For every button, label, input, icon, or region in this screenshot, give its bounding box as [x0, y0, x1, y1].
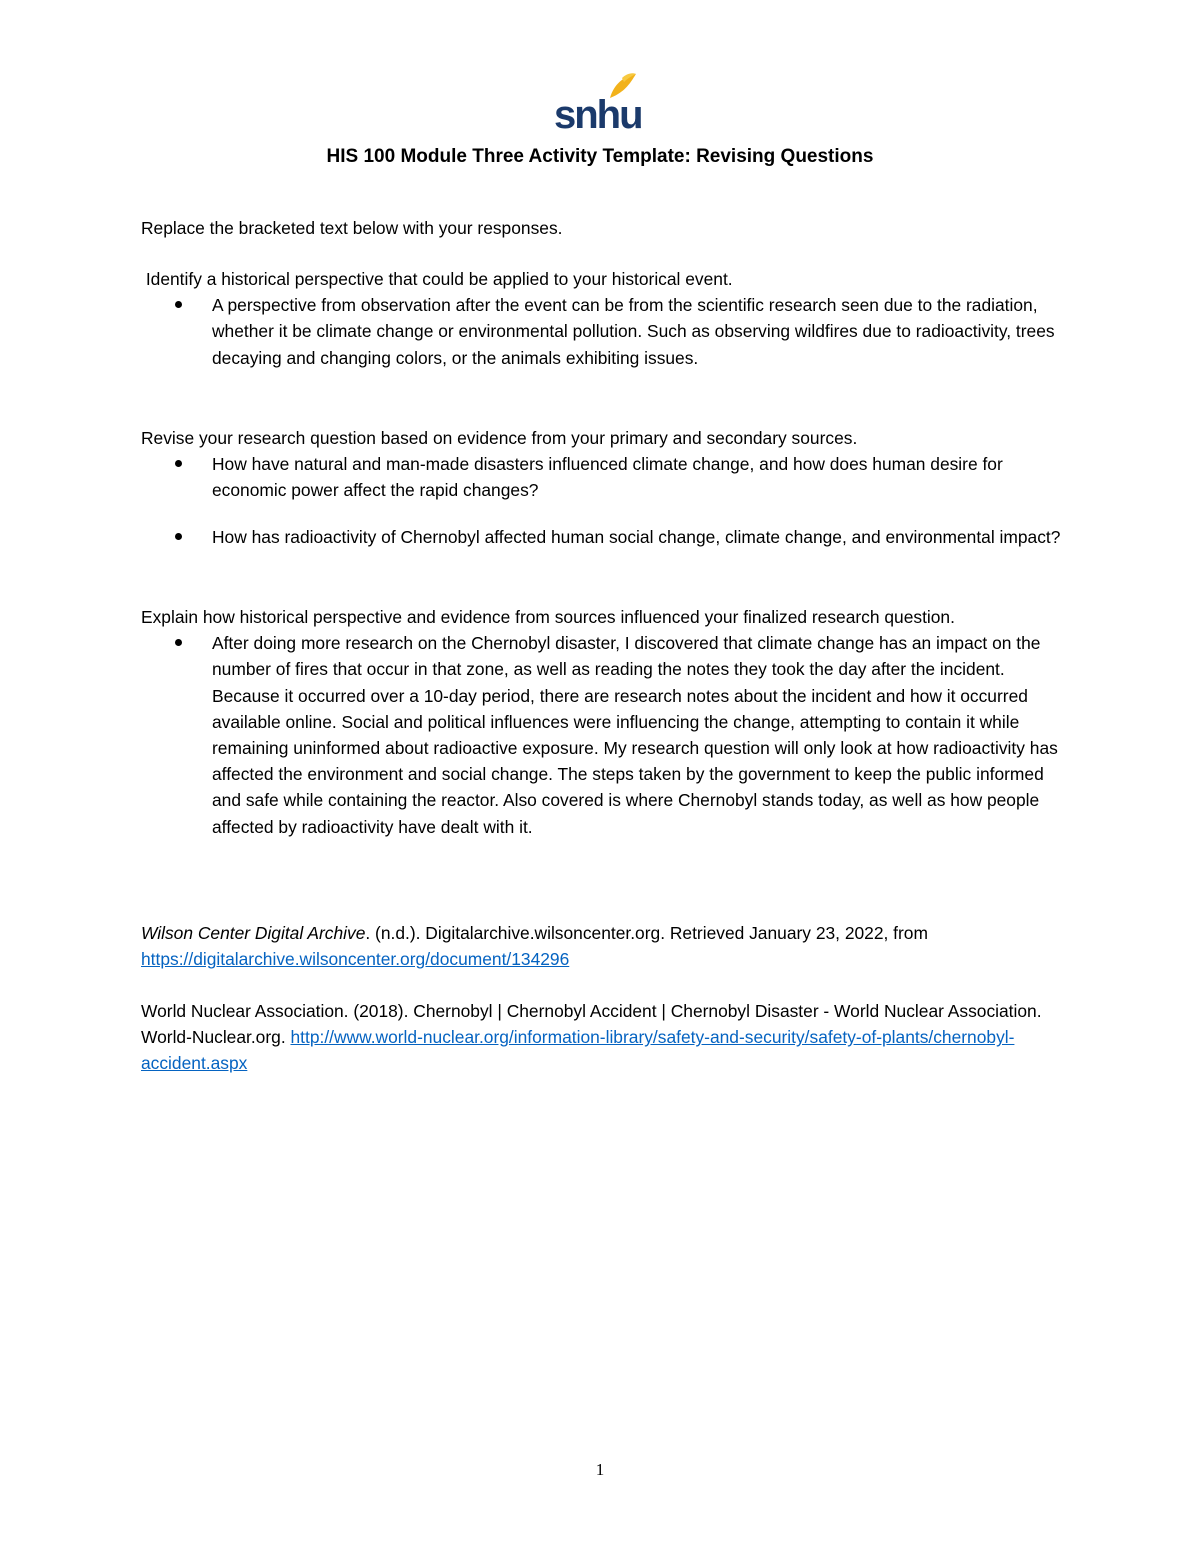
reference-1	[141, 920, 1071, 972]
reference-1-text	[141, 920, 1071, 972]
page-title: HIS 100 Module Three Activity Template: Revising Questions	[326, 146, 874, 167]
logo-text: snhu	[554, 93, 642, 134]
bullet-icon	[175, 460, 182, 467]
section-perspective-prompt: Identify a historical perspective that could be applied to your historical event.	[141, 269, 733, 289]
reference-1-link[interactable]: https://digitalarchive.wilsoncenter.org/document/134296	[141, 949, 570, 970]
section-research-question-prompt: Revise your research question based on evidence from your primary and secondary sources.	[141, 428, 858, 448]
list-item	[141, 630, 1071, 840]
section-perspective	[141, 266, 1071, 371]
section-explanation-prompt: Explain how historical perspective and evidence from sources influenced your finalized research question.	[141, 607, 955, 627]
snhu-logo	[552, 70, 642, 134]
bullet-icon	[175, 639, 182, 646]
bullet-icon	[175, 301, 182, 308]
list-item	[141, 292, 1071, 371]
reference-2	[141, 998, 1071, 1077]
reference-1-citation: . (n.d.). Digitalarchive.wilsoncenter.org. Retrieved January 23, 2022, from	[365, 923, 928, 943]
reference-2-citation: World Nuclear Association. (2018). Chernobyl | Chernobyl Accident | Chernobyl Disaster - World Nuclear Association. World-Nuclear.org.	[141, 1001, 1042, 1048]
section-research-question	[141, 425, 1071, 550]
list-item	[141, 451, 1071, 503]
snhu-logo-graphic	[552, 70, 642, 134]
section-perspective-list	[141, 292, 1071, 371]
reference-2-text	[141, 998, 1071, 1077]
list-item-text: A perspective from observation after the event can be from the scientific research seen due to the radiation, whether it be climate change or environmental pollution. Such as observing wildfires due to radioactivity, trees decaying and changing colors, or the animals exhibiting issues.	[212, 295, 1055, 368]
section-research-question-list	[141, 451, 1071, 550]
list-item-text: How has radioactivity of Chernobyl affected human social change, climate change, and environmental impact?	[212, 526, 1061, 547]
list-item-text: After doing more research on the Chernobyl disaster, I discovered that climate change has an impact on the number of fires that occur in that zone, as well as reading the notes they took the day after the incident. Because it occurred over a 10-day period, there are research notes about the incident and how it occurred available online. Social and political influences were influencing the change, attempting to contain it while remaining uninformed about radioactive exposure. My research question will only look at how radioactivity has affected the environment and social change. The steps taken by the government to keep the public informed and safe while containing the reactor. Also covered is where Chernobyl stands today, as well as how people affected by radioactivity have dealt with it.	[212, 633, 1058, 837]
list-item	[141, 524, 1071, 550]
section-explanation-list	[141, 630, 1071, 840]
page-number: 1	[595, 1460, 605, 1479]
section-explanation	[141, 604, 1071, 840]
list-item-text: How have natural and man-made disasters influenced climate change, and how does human desire for economic power affect the rapid changes?	[212, 454, 1003, 501]
instructions-text: Replace the bracketed text below with your responses.	[141, 218, 563, 238]
instructions-block	[141, 215, 1071, 241]
reference-2-link[interactable]: http://www.world-nuclear.org/information-library/safety-and-security/safety-of-plants/chernobyl-accident.aspx	[141, 1027, 1015, 1074]
reference-1-source-title: Wilson Center Digital Archive	[141, 923, 366, 943]
bullet-icon	[175, 533, 182, 540]
